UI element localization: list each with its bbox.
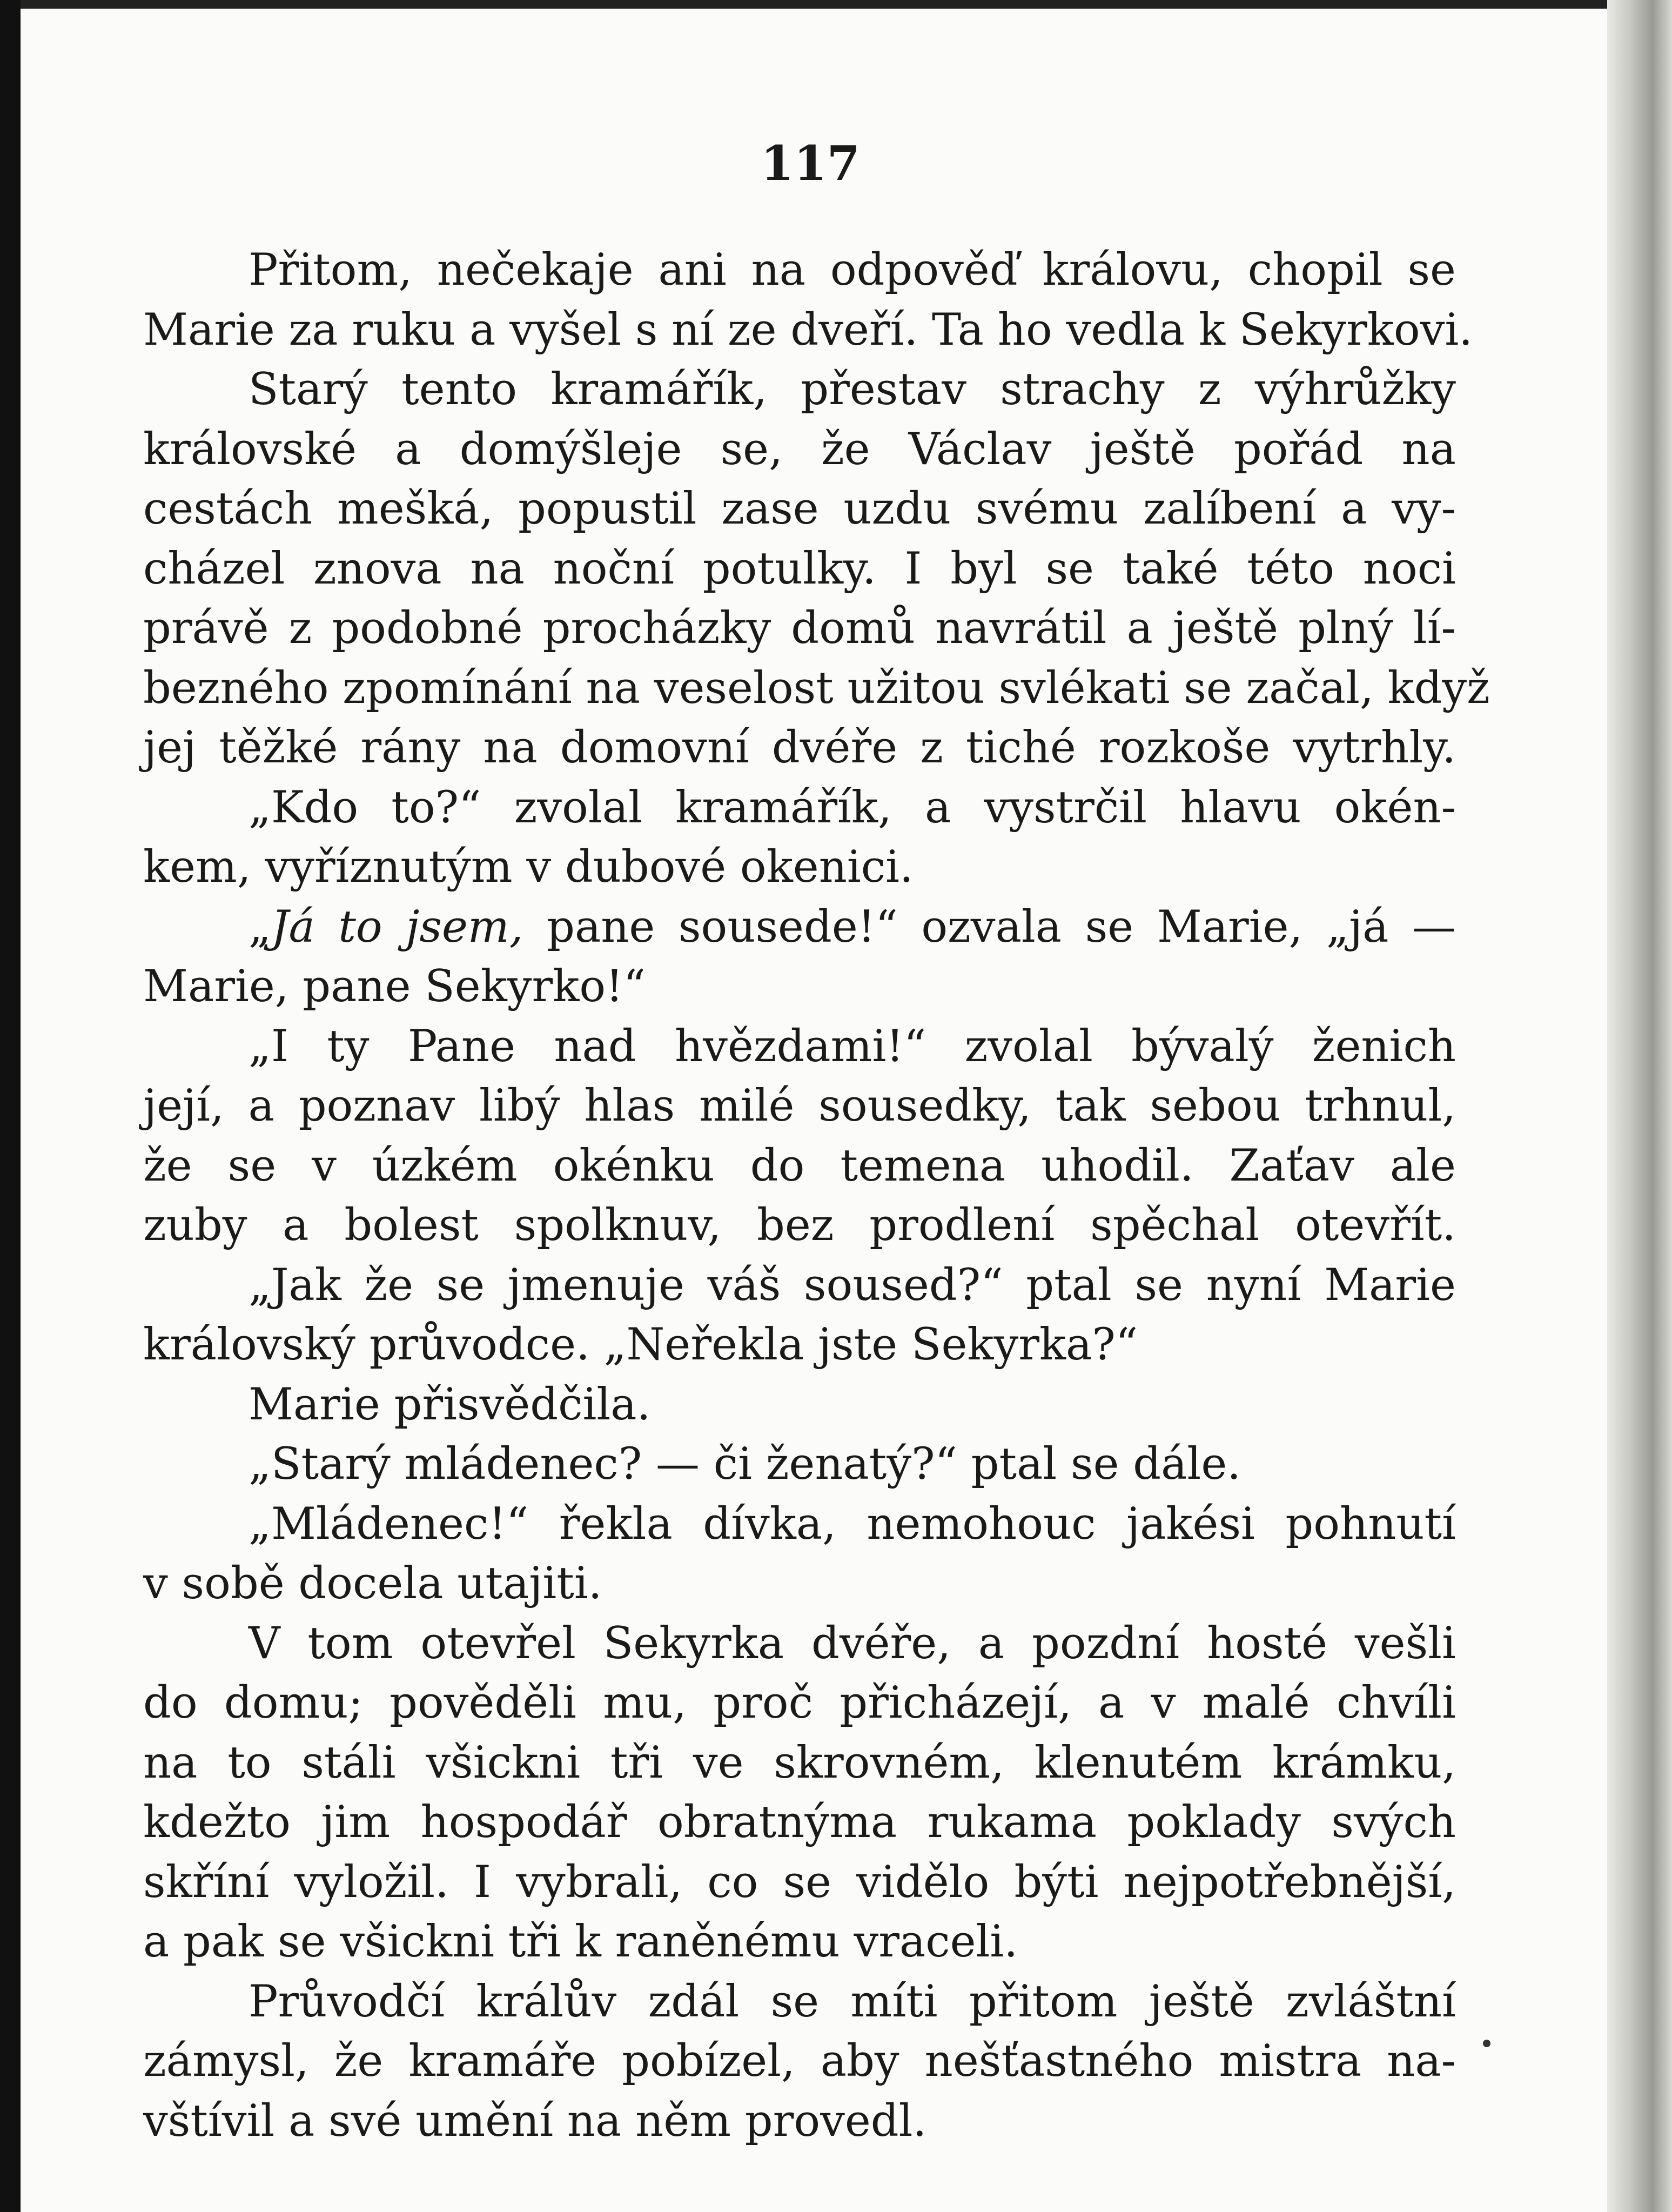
text-line: její, a poznav libý hlas milé sousedky, tak sebou trhnul, xyxy=(143,1081,1456,1131)
text-line: Marie, pane Sekyrko!“ xyxy=(143,961,646,1012)
page-number: 117 xyxy=(761,135,860,191)
text-line: zámysl, že kramáře pobízel, aby nešťastného mistra na- xyxy=(143,2036,1456,2087)
text-line: a pak se všickni tři k raněnému vraceli. xyxy=(143,1916,1018,1967)
text-line: „Mládenec!“ řekla dívka, nemohouc jakési pohnutí xyxy=(249,1498,1456,1550)
text-line: jej těžké rány na domovní dvéře z tiché rozkoše vytrhly. xyxy=(143,722,1456,773)
text-line: „Kdo to?“ zvolal kramářík, a vystrčil hlavu okén- xyxy=(249,782,1456,833)
text-span: pane sousede!“ ozvala se Marie, „já — xyxy=(523,901,1456,953)
text-line: právě z podobné procházky domů navrátil a ještě plný lí- xyxy=(143,603,1456,654)
text-line: na to stáli všickni tři ve skrovném, klenutém krámku, xyxy=(143,1737,1456,1788)
text-line: kem, vyříznutým v dubové okenici. xyxy=(143,842,914,893)
text-line: Starý tento kramářík, přestav strachy z výhrůžky xyxy=(249,364,1456,415)
text-line: v sobě docela utajiti. xyxy=(143,1558,602,1609)
text-line: zuby a bolest spolknuv, bez prodlení spěchal otevřít. xyxy=(143,1200,1456,1251)
text-line: vštívil a své umění na něm provedl. xyxy=(143,2095,927,2147)
text-line: „Starý mládenec? — či ženatý?“ ptal se dále. xyxy=(249,1439,1241,1490)
text-line: V tom otevřel Sekyrka dvéře, a pozdní hosté vešli xyxy=(249,1618,1456,1669)
scan-top-edge xyxy=(0,0,1672,9)
text-span: „ xyxy=(249,901,271,953)
text-line: Průvodčí králův zdál se míti přitom ještě zvláštní xyxy=(249,1976,1456,2027)
text-line: Marie přisvědčila. xyxy=(249,1379,651,1430)
text-line: cházel znova na noční potulky. I byl se také této noci xyxy=(143,543,1456,594)
text-line: bezného zpomínání na veselost užitou svlékati se začal, když xyxy=(143,662,1490,714)
italic-text: Já to jsem, xyxy=(271,901,523,953)
text-line: Marie za ruku a vyšel s ní ze dveří. Ta ho vedla k Sekyrkovi. xyxy=(143,304,1473,356)
ink-speck xyxy=(1483,2040,1490,2047)
scan-left-edge xyxy=(0,0,21,2212)
text-line: do domu; pověděli mu, proč přicházejí, a v malé chvíli xyxy=(143,1678,1456,1728)
text-line xyxy=(143,897,1456,957)
text-line: kdežto jim hospodář obratnýma rukama poklady svých xyxy=(143,1797,1456,1848)
scan-right-edge xyxy=(1607,0,1672,2212)
text-line: „Jak že se jmenuje váš soused?“ ptal se nyní Marie xyxy=(249,1259,1456,1311)
text-line: „I ty Pane nad hvězdami!“ zvolal bývalý ženich xyxy=(249,1021,1456,1072)
text-line: královský průvodce. „Neřekla jste Sekyrka?“ xyxy=(143,1319,1138,1370)
text-line: královské a domýšleje se, že Václav ještě pořád na xyxy=(143,424,1456,475)
text-line: skříní vyložil. I vybrali, co se vidělo býti nejpotřebnější, xyxy=(143,1856,1456,1908)
text-line: cestách mešká, popustil zase uzdu svému zalíbení a vy- xyxy=(143,484,1456,534)
text-line: že se v úzkém okénku do temena uhodil. Zaťav ale xyxy=(143,1140,1456,1191)
text-line: Přitom, nečekaje ani na odpověď královu, chopil se xyxy=(249,245,1456,296)
body-text xyxy=(143,240,1490,2151)
